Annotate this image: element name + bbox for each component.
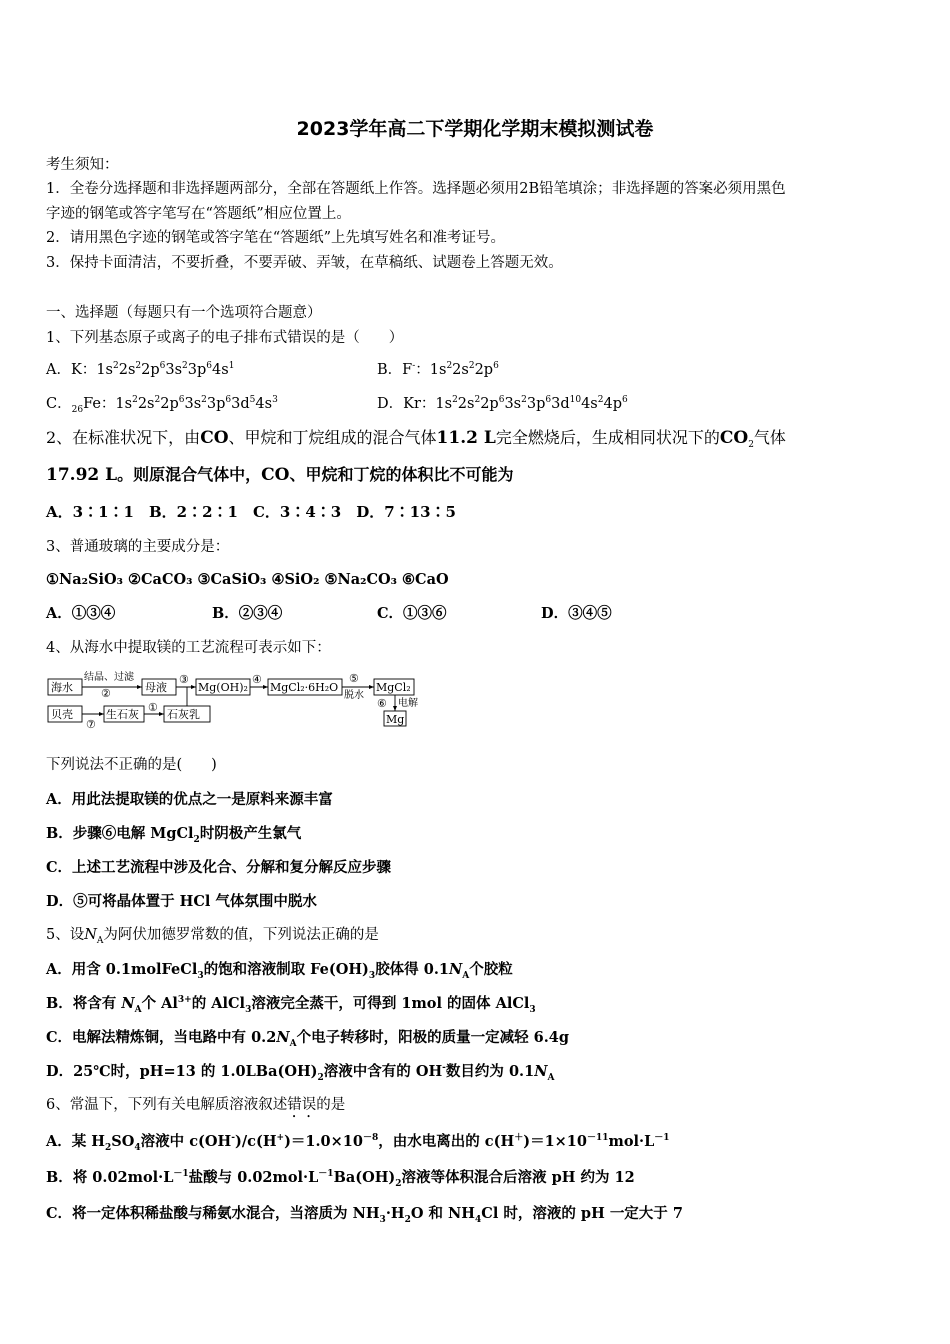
q6-b-a: B．将 0.02mol·L [46, 1169, 174, 1186]
q5-option-b: B．将含有 $N_A$个 $Al^{3+}$的 AlCl$_3$溶液完全蒸干，可得到 1mol 的固体 AlCl$_3$ [46, 995, 536, 1015]
flow-step-5: ⑤ [349, 672, 359, 685]
flow-step-4: ④ [252, 673, 262, 686]
q2-co2: CO [719, 428, 749, 448]
q5-b-d: 溶液完全蒸干，可得到 1mol 的固体 AlCl [251, 995, 530, 1012]
q6-stem-emph: 错误 [287, 1097, 317, 1113]
q6-b-b: 盐酸与 0.02mol·L [188, 1169, 319, 1186]
q2-text-b: 、甲烷和丁烷组成的混合气体 [228, 428, 437, 447]
q1-d-label: D．Kr： [377, 396, 436, 412]
q6-a-g: )＝1×10 [523, 1133, 587, 1150]
q4-b-a: B．步骤⑥电解 MgCl [46, 825, 194, 842]
q5-c-b: 个电子转移时，阳极的质量一定减轻 6.4g [296, 1029, 569, 1046]
flow-step-6: ⑥ [377, 697, 387, 710]
q1-option-d: D．Kr：$1s^22s^22p^63s^23p^63d^{10}4s^24p^6$ [377, 395, 628, 412]
flow-mg: Mg [386, 713, 405, 726]
q2-text-a: 2、在标准状况下，由 [46, 428, 201, 447]
flow-seawater: 海水 [51, 681, 73, 694]
flow-mgoh: Mg(OH)₂ [198, 681, 248, 694]
q6-stem-a: 6、常温下，下列有关电解质溶液叙述 [46, 1097, 288, 1113]
q5-d-c: 数目约为 0.1 [445, 1063, 535, 1080]
q5-b-c: 的 AlCl [191, 995, 246, 1012]
q5-b-b: 个 Al [141, 995, 178, 1012]
q6-option-b: B．将 $0.02mol\cdot L^{-1}$盐酸与 $0.02mol\cdot L^{-1}Ba(OH)_2$溶液等体积混合后溶液 pH 约为 12 [46, 1169, 635, 1189]
q3-stem: 3、普通玻璃的主要成分是： [46, 539, 230, 555]
q2-co-2: CO [261, 465, 290, 485]
q4-b-b: 时阴极产生氯气 [199, 825, 302, 842]
q4-option-b: B．步骤⑥电解 MgCl$_2$时阴极产生氯气 [46, 825, 302, 845]
q2-text-c: 完全燃烧后，生成相同状况下的 [495, 428, 720, 447]
flow-step-3: ③ [179, 673, 189, 686]
q2-volume-2: 17.92 L [46, 465, 118, 485]
notice-item-3: 3．保持卡面清洁，不要折叠，不要弄破、弄皱，在草稿纸、试题卷上答题无效。 [46, 255, 563, 271]
q3-option-a: A．①③④ [46, 605, 116, 622]
q5-a-d: 个胶粒 [469, 961, 513, 978]
q6-a-c: 溶液中 c(OH [140, 1133, 232, 1150]
q5-b-a: B．将含有 [46, 995, 117, 1012]
q6-option-c: C．将一定体积稀盐酸与稀氨水混合，当溶质为 $NH_3\cdot H_2O$ 和 $NH_4Cl$ 时，溶液的 pH 一定大于 7 [46, 1205, 683, 1225]
q1-c-sub: 26 [71, 404, 84, 415]
q2-text-d: 气体 [753, 428, 786, 447]
notice-item-1a: 1．全卷分选择题和非选择题两部分，全部在答题纸上作答。选择题必须用2B铅笔填涂；非选择题的答案必须用黑色 [46, 181, 786, 197]
flow-electro: 电解 [398, 698, 418, 709]
q2-text-f: 、甲烷和丁烷的体积比不可能为 [289, 465, 514, 484]
q6-b-d: 溶液等体积混合后溶液 pH 约为 12 [401, 1169, 635, 1186]
q3-option-d: D．③④⑤ [541, 605, 612, 622]
q6-c-a: C．将一定体积稀盐酸与稀氨水混合，当溶质为 NH [46, 1205, 380, 1222]
q4-stem: 4、从海水中提取镁的工艺流程可表示如下： [46, 640, 331, 656]
notice-item-2: 2．请用黑色字迹的钢笔或答字笔在“答题纸”上先填写姓名和准考证号。 [46, 230, 506, 246]
q6-option-a: A．某 $H_2SO_4$溶液中 $c(OH^-)/c(H^+)=1.0\times 10^{-8}$，由水电离出的 $c(H^+)=1\times 10^{-11}mol\cdot L^{-1}$ [46, 1133, 670, 1153]
q1-c-label: C． [46, 396, 72, 412]
q1-a-label: A．K： [46, 362, 97, 378]
flow-step-7: ⑦ [86, 718, 96, 731]
q5-a-b: 的饱和溶液制取 Fe(OH) [203, 961, 369, 978]
q2-volume: 11.2 L [436, 428, 496, 448]
q6-a-d: )/c(H [234, 1133, 277, 1150]
q4-question: 下列说法不正确的是( ) [46, 757, 217, 773]
q6-a-h: mol·L [608, 1133, 655, 1150]
q2-text-e: 。则原混合气体中， [117, 465, 262, 484]
q1-b-label: B．F [377, 362, 413, 378]
magnesium-flow-diagram [46, 670, 426, 732]
q3-items: ①Na₂SiO₃ ②CaCO₃ ③CaSiO₃ ④SiO₂ ⑤Na₂CO₃ ⑥CaO [46, 571, 449, 588]
q4-option-d: D．⑤可将晶体置于 HCl 气体氛围中脱水 [46, 893, 317, 910]
q5-option-a: A．用含 0.1molFeCl$_3$的饱和溶液制取 $Fe(OH)_3$胶体得 $0.1N_A$个胶粒 [46, 961, 513, 981]
q5-option-c: C．电解法精炼铜，当电路中有 $0.2N_A$个电子转移时，阳极的质量一定减轻 6.4g [46, 1029, 569, 1049]
q3-option-b: B．②③④ [212, 605, 283, 622]
q2-co: CO [200, 428, 229, 448]
flow-shell: 贝壳 [51, 708, 73, 721]
q5-stem: 5、设$N_A$为阿伏加德罗常数的值，下列说法正确的是 [46, 927, 379, 946]
q6-a-b: SO [111, 1133, 135, 1150]
flow-crystal: 结晶、过滤 [84, 672, 134, 683]
q6-a-a: A．某 H [46, 1133, 105, 1150]
q6-stem-b: 的是 [316, 1097, 346, 1113]
q6-c-d: Cl 时，溶液的 pH 一定大于 7 [481, 1205, 683, 1222]
q5-a-a: A．用含 0.1molFeCl [46, 961, 198, 978]
q2-line-1: 2、在标准状况下，由CO、甲烷和丁烷组成的混合气体11.2 L完全燃烧后，生成相同状况下的$CO_2$气体 [46, 428, 786, 451]
flow-dehyd: 脱水 [344, 690, 364, 701]
flow-slaked: 石灰乳 [167, 708, 200, 721]
flow-mgcl-hyd: MgCl₂·6H₂O [270, 681, 339, 694]
q5-d-a: D．25℃时，pH=13 的 1.0LBa(OH) [46, 1063, 318, 1080]
flow-mgcl: MgCl₂ [376, 681, 411, 694]
q1-c-el: Fe： [83, 396, 116, 412]
q5-option-d: D．25℃时，pH=13 的 $1.0LBa(OH)_2$溶液中含有的 OH-数目约为 $0.1N_A$ [46, 1063, 555, 1083]
q6-a-f: ，由水电离出的 c(H [378, 1133, 515, 1150]
q6-a-e: )＝1.0×10 [284, 1133, 363, 1150]
notice-item-1b: 字迹的钢笔或答字笔写在“答题纸”相应位置上。 [46, 206, 351, 222]
flow-step-2: ② [101, 687, 111, 700]
q5-a-c: 胶体得 0.1 [375, 961, 449, 978]
q6-c-c: O 和 NH [410, 1205, 476, 1222]
flow-quicklime: 生石灰 [106, 708, 139, 721]
q6-stem [46, 1097, 345, 1121]
q5-stem-b: 为阿伏加德罗常数的值，下列说法正确的是 [103, 927, 379, 943]
q6-c-b: ·H [385, 1205, 405, 1222]
notice-heading: 考生须知： [46, 157, 119, 173]
q4-option-c: C．上述工艺流程中涉及化合、分解和复分解反应步骤 [46, 859, 392, 876]
q5-stem-a: 5、设 [46, 927, 85, 943]
page-title: 2023学年高二下学期化学期末模拟测试卷 [296, 118, 654, 140]
q1-stem: 1、下列基态原子或离子的电子排布式错误的是（ ） [46, 330, 404, 346]
q1-option-c: C．$_{26}$Fe：$1s^22s^22p^63s^23p^63d^54s^3$ [46, 395, 278, 415]
q5-d-b: 溶液中含有的 OH [323, 1063, 443, 1080]
q6-b-c: Ba(OH) [333, 1169, 396, 1186]
q3-option-c: C．①③⑥ [377, 605, 447, 622]
flow-step-1: ① [148, 701, 158, 714]
flow-mother: 母液 [145, 681, 167, 694]
section-heading: 一、选择题（每题只有一个选项符合题意） [46, 305, 322, 321]
q1-option-a: A．K：$1s^22s^22p^63s^23p^64s^1$ [46, 361, 235, 378]
q2-options: A．3∶1∶1 B．2∶2∶1 C．3∶4∶3 D．7∶13∶5 [46, 503, 456, 521]
q1-option-b: B．F-：$1s^22s^22p^6$ [377, 361, 499, 378]
q4-option-a: A．用此法提取镁的优点之一是原料来源丰富 [46, 791, 333, 808]
q5-c-a: C．电解法精炼铜，当电路中有 0.2 [46, 1029, 277, 1046]
q2-line-2 [46, 465, 513, 485]
